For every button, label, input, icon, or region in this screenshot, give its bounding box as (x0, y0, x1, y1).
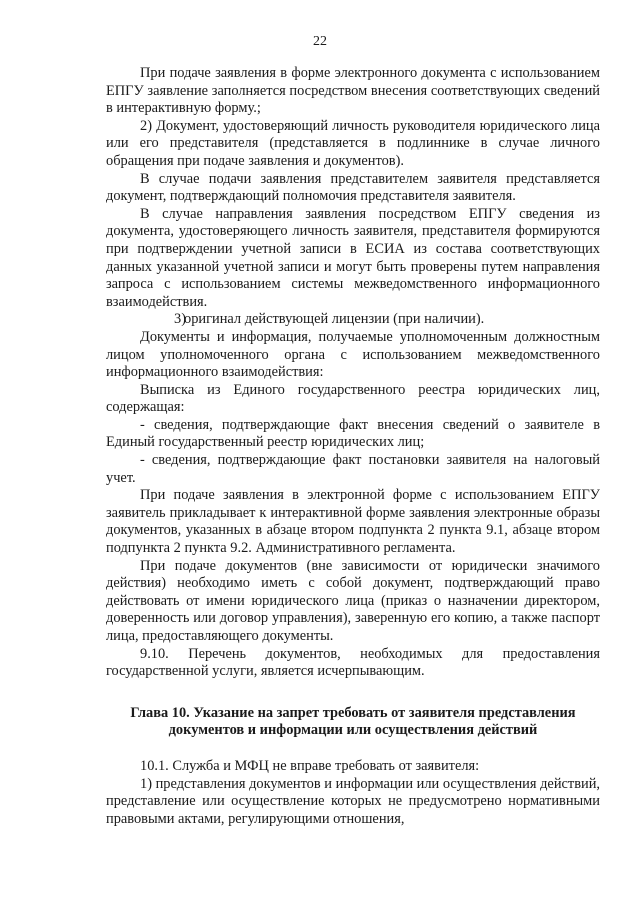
paragraph-authority-document: При подаче документов (вне зависимости от юридически значимого действия) необходимо иметь с собой документ, подтверждающий право действовать от имени юридического лица (приказ о назначении директором, доверенность или договор управления), заверенную его копию, а также паспорт лица, предоставляющего документы. (106, 557, 600, 644)
paragraph-electronic-images: При подаче заявления в электронной форме с использованием ЕПГУ заявитель прикладывает к интерактивной форме заявления электронные образы документов, указанных в абзаце втором подпункта 2 пункта 9.1, абзаце втором подпункта 2 пункта 9.2. Административного регламента. (106, 487, 600, 557)
document-body (106, 65, 600, 828)
paragraph-prohibition: 10.1. Служба и МФЦ не вправе требовать от заявителя: (140, 757, 480, 774)
paragraph-license (106, 311, 600, 329)
list-item-tax-registration: - сведения, подтверждающие факт постановки заявителя на налоговый учет. (106, 452, 600, 486)
paragraph-interagency-documents: Документы и информация, получаемые уполномоченным должностным лицом уполномоченного органа с использованием межведомственного информационного взаимодействия: (106, 328, 600, 381)
list-number: 3) (174, 311, 186, 328)
paragraph-prohibition-item-1: 1) представления документов и информации или осуществления действий, представление или осуществление которых не предусмотрено нормативными правовыми актами, регулирующими отношения, (106, 775, 600, 827)
paragraph-exhaustive-list: 9.10. Перечень документов, необходимых для предоставления государственной услуги, является исчерпывающим. (106, 645, 600, 680)
paragraph-egrul-extract: Выписка из Единого государственного реестра юридических лиц, содержащая: (106, 381, 600, 416)
paragraph-identity-document: 2) Документ, удостоверяющий личность руководителя юридического лица или его представителя (представляется в подлиннике в случае личного обращения при подаче заявления и документов). (106, 117, 600, 169)
paragraph-esia-verification: В случае направления заявления посредством ЕПГУ сведения из документа, удостоверяющего личность заявителя, представителя формируются при подтверждении учетной записи в ЕСИА из состава соответствующих данных указанной учетной записи и могут быть проверены путем направления запроса с использованием системы межведомственного информационного взаимодействия. (106, 205, 600, 310)
list-item-egrul-info: - сведения, подтверждающие факт внесения сведений о заявителе в Единый государственный реестр юридических лиц; (106, 416, 600, 451)
paragraph-representative: В случае подачи заявления представителем заявителя представляется документ, подтверждающий полномочия представителя заявителя. (106, 170, 600, 205)
paragraph-epgu-form: При подаче заявления в форме электронного документа с использованием ЕПГУ заявление заполняется посредством внесения соответствующих сведений в интерактивную форму.; (106, 65, 600, 117)
list-text: оригинал действующей лицензии (при наличии). (184, 311, 485, 328)
chapter-heading: Глава 10. Указание на запрет требовать от заявителя представления документов и информации или осуществления действий (130, 704, 576, 739)
page-number: 22 (313, 34, 327, 49)
